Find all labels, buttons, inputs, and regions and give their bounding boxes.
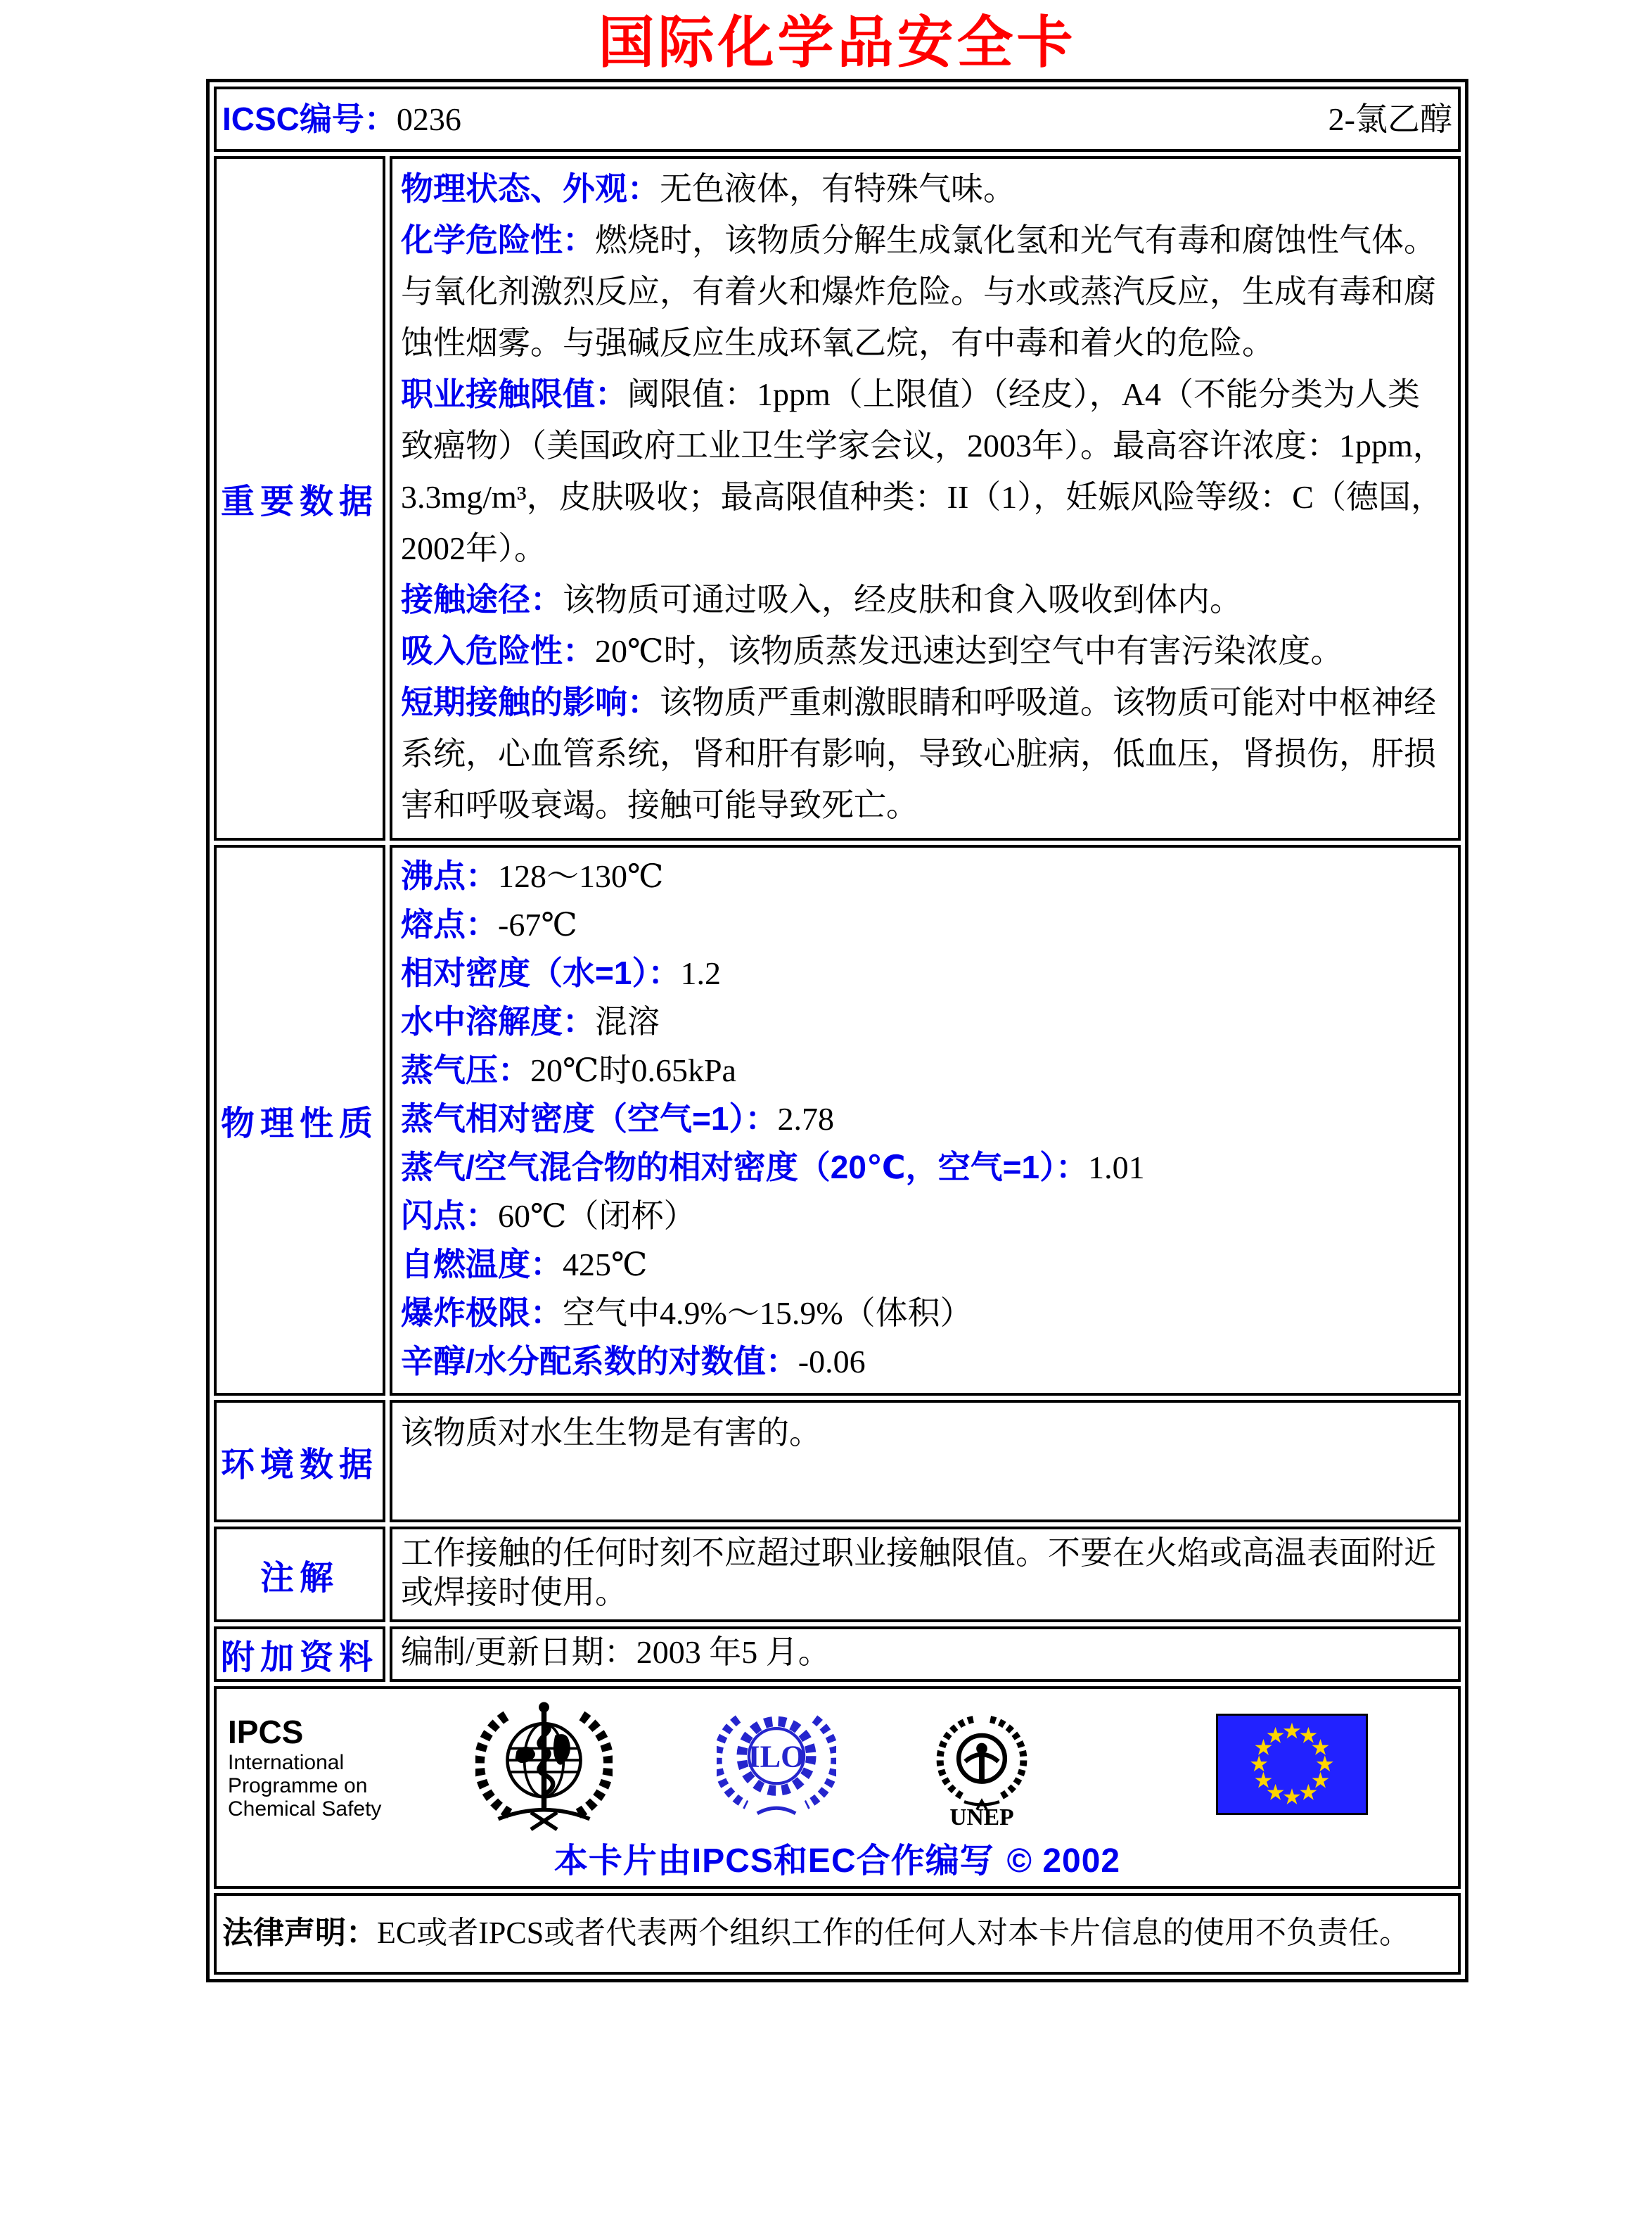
- copyright-text: © 2002: [1006, 1842, 1121, 1880]
- important-data-row: [214, 156, 1461, 841]
- ipcs-abbreviation: IPCS: [228, 1714, 304, 1750]
- ilo-emblem-icon: [717, 1697, 836, 1824]
- physical-property: 相对密度（水=1）：1.2: [401, 955, 721, 991]
- notes-text: 工作接触的任何时刻不应超过职业接触限值。不要在火焰或高温表面附近或焊接时使用。: [401, 1535, 1436, 1610]
- icsc-number-group: [222, 96, 461, 142]
- environment-data-text: 该物质对水生生物是有害的。: [401, 1415, 821, 1451]
- notes-content: [390, 1527, 1461, 1622]
- header-cell: [214, 87, 1461, 152]
- unep-letters: UNEP: [949, 1804, 1014, 1831]
- notes-row-label: 注解: [214, 1527, 385, 1622]
- additional-info-row-label: 附加资料: [214, 1626, 385, 1682]
- cooperation-caption: [217, 1842, 1458, 1880]
- physical-properties-row: [214, 845, 1461, 1396]
- legal-notice-cell: [214, 1893, 1461, 1975]
- important-item: 物理状态、外观：无色液体，有特殊气味。: [401, 170, 1016, 207]
- logo-strip: [217, 1697, 1458, 1840]
- important-item: 接触途径：该物质可通过吸入，经皮肤和食入吸收到体内。: [401, 581, 1242, 618]
- legal-notice-label: 法律声明：: [222, 1916, 377, 1950]
- important-item: 职业接触限值：阈限值：1ppm（上限值）（经皮），A4（不能分类为人类致癌物）（美国政府工业卫生学家会议，2003年）。最高容许浓度：1ppm，3.3mg/m³，皮肤吸收；最高限值种类：II（1），妊娠风险等级：C（德国，2002年）。: [401, 376, 1445, 566]
- eu-flag-icon: [1216, 1713, 1368, 1816]
- chemical-name: 2-氯乙醇: [1328, 101, 1452, 137]
- legal-notice-text: EC或者IPCS或者代表两个组织工作的任何人对本卡片信息的使用不负责任。: [377, 1916, 1411, 1950]
- unep-emblem-icon: [929, 1697, 1035, 1842]
- physical-property: 沸点：128～130℃: [401, 858, 664, 894]
- ilo-letters: ILO: [748, 1739, 805, 1774]
- logos-cell: [214, 1686, 1461, 1889]
- physical-property: 闪点：60℃（闭杯）: [401, 1197, 696, 1234]
- physical-property: 蒸气/空气混合物的相对密度（20℃，空气=1）：1.01: [401, 1149, 1145, 1185]
- environment-data-row: [214, 1400, 1461, 1522]
- icsc-card-table: [206, 79, 1468, 1982]
- physical-properties-content: [390, 845, 1461, 1396]
- important-item: 化学危险性：燃烧时，该物质分解生成氯化氢和光气有毒和腐蚀性气体。与氧化剂激烈反应，有着火和爆炸危险。与水或蒸汽反应，生成有毒和腐蚀性烟雾。与强碱反应生成环氧乙烷，有中毒和着火的危险。: [401, 222, 1436, 361]
- physical-property: 蒸气相对密度（空气=1）：2.78: [401, 1100, 834, 1137]
- physical-property: 熔点：-67℃: [401, 906, 577, 943]
- important-item: 吸入危险性：20℃时，该物质蒸发迅速达到空气中有害污染浓度。: [401, 632, 1343, 669]
- important-data-content: [390, 156, 1461, 841]
- icsc-number-label: ICSC编号：: [222, 101, 397, 137]
- icsc-number-value: 0236: [396, 101, 461, 137]
- physical-property: 辛醇/水分配系数的对数值：-0.06: [401, 1343, 866, 1380]
- physical-property: 自燃温度：425℃: [401, 1246, 648, 1282]
- environment-data-content: [390, 1400, 1461, 1522]
- physical-property: 蒸气压：20℃时0.65kPa: [401, 1052, 736, 1088]
- ipcs-text-block: IPCS International Programme on Chemical Safety: [228, 1697, 404, 1821]
- environment-data-row-label: 环境数据: [214, 1400, 385, 1522]
- header-row: [214, 87, 1461, 152]
- logos-row: [214, 1686, 1461, 1889]
- legal-notice-row: [214, 1893, 1461, 1975]
- important-item: 短期接触的影响：该物质严重刺激眼睛和呼吸道。该物质可能对中枢神经系统，心血管系统，肾和肝有影响，导致心脏病，低血压，肾损伤，肝损害和呼吸衰竭。接触可能导致死亡。: [401, 684, 1436, 823]
- additional-info-row: [214, 1626, 1461, 1682]
- important-data-row-label: 重要数据: [214, 156, 385, 841]
- physical-property: 水中溶解度：混溶: [401, 1003, 660, 1040]
- cooperation-caption-text: 本卡片由IPCS和EC合作编写: [553, 1842, 994, 1880]
- additional-info-text: 编制/更新日期：2003 年5 月。: [401, 1634, 831, 1670]
- additional-info-content: [390, 1626, 1461, 1682]
- notes-row: [214, 1527, 1461, 1622]
- physical-properties-row-label: 物理性质: [214, 845, 385, 1396]
- page-title: 国际化学品安全卡: [598, 9, 1077, 75]
- who-emblem-icon: [475, 1697, 613, 1835]
- physical-property: 爆炸极限：空气中4.9%～15.9%（体积）: [401, 1294, 973, 1331]
